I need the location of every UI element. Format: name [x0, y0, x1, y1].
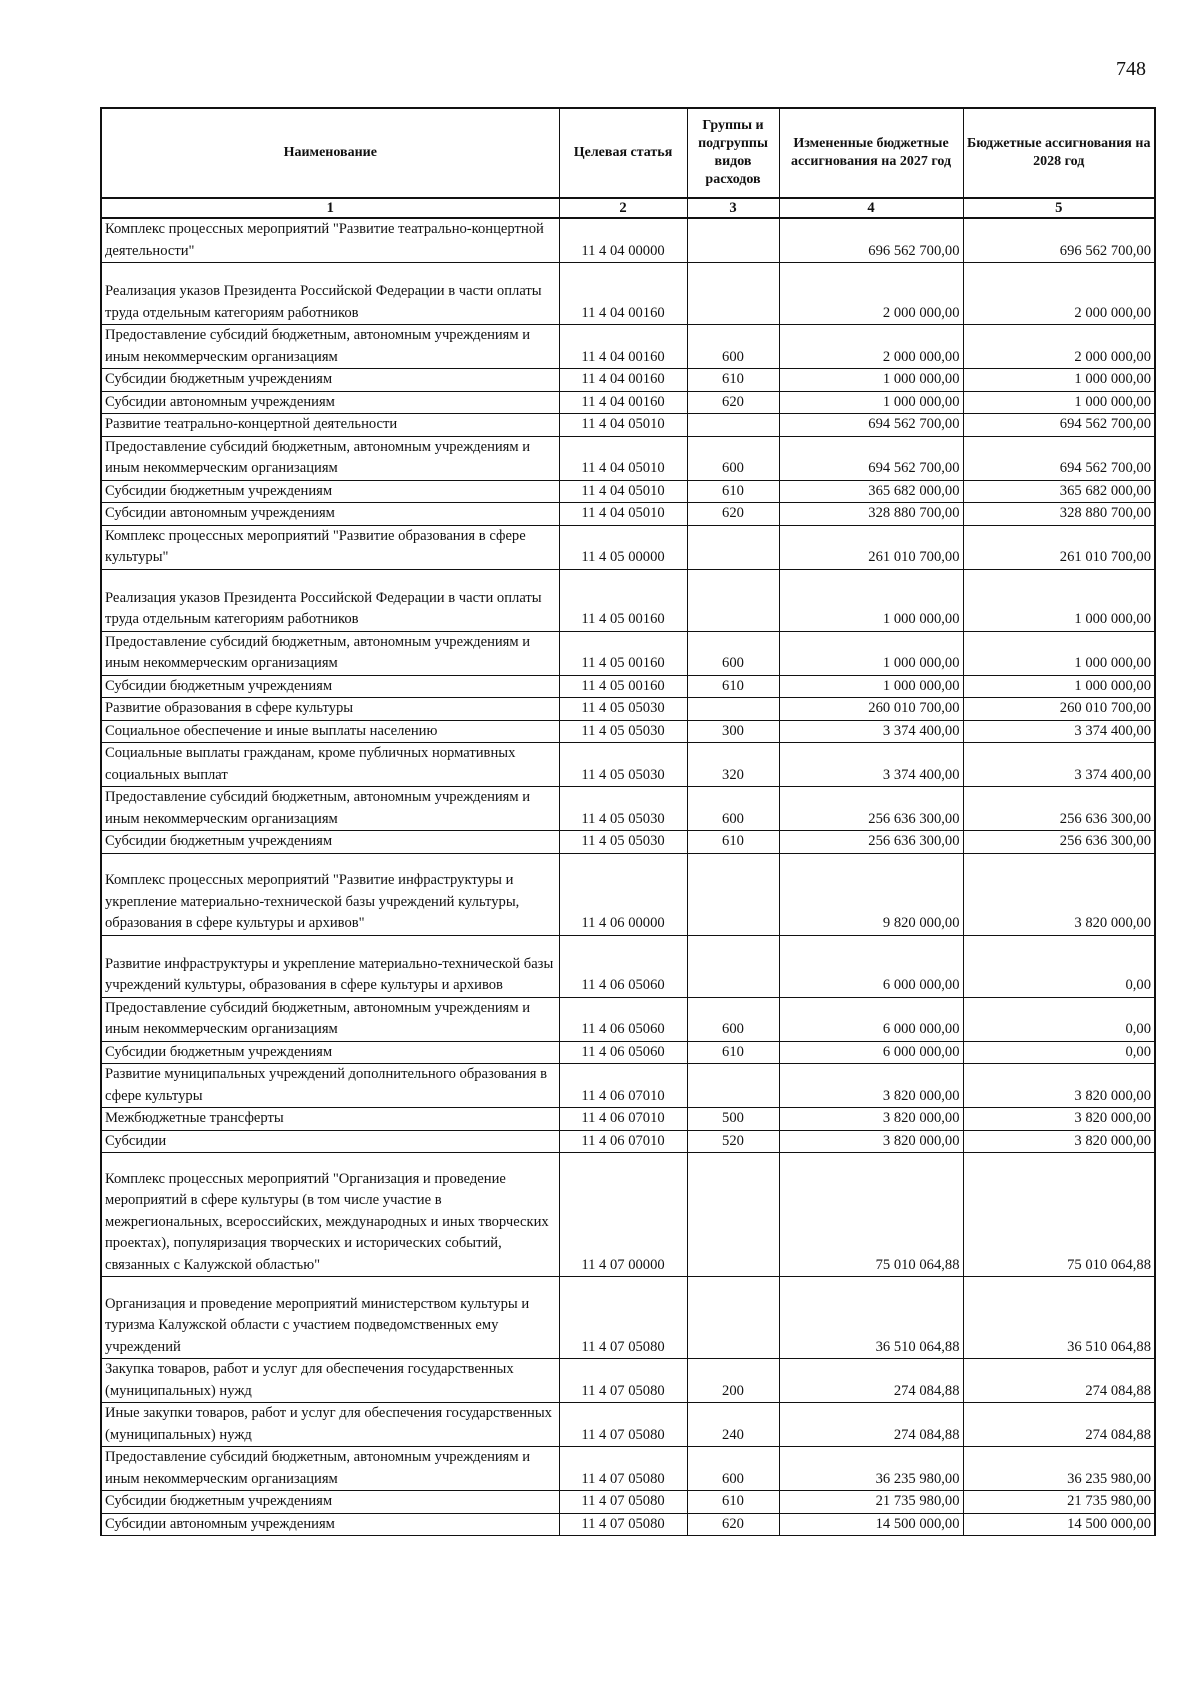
- row-target-article: 11 4 05 00000: [559, 525, 687, 569]
- row-name: Предоставление субсидий бюджетным, автономным учреждениям и иным некоммерческим организациям: [101, 1447, 559, 1491]
- table-row: [101, 1108, 1155, 1131]
- row-name: Субсидии автономным учреждениям: [101, 391, 559, 414]
- row-name: Комплекс процессных мероприятий "Развитие образования в сфере культуры": [101, 525, 559, 569]
- row-name: Субсидии: [101, 1130, 559, 1153]
- row-expense-group: [687, 414, 779, 437]
- row-amount-2028: 328 880 700,00: [963, 503, 1155, 526]
- column-number: 3: [687, 198, 779, 218]
- row-expense-group: 600: [687, 1447, 779, 1491]
- row-target-article: 11 4 05 00160: [559, 631, 687, 675]
- row-expense-group: [687, 1277, 779, 1359]
- row-name: Развитие муниципальных учреждений дополнительного образования в сфере культуры: [101, 1064, 559, 1108]
- row-name: Предоставление субсидий бюджетным, автономным учреждениям и иным некоммерческим организациям: [101, 436, 559, 480]
- row-target-article: 11 4 07 00000: [559, 1153, 687, 1277]
- header-expense-groups: Группы и подгруппы видов расходов: [687, 108, 779, 198]
- row-expense-group: [687, 935, 779, 997]
- row-target-article: 11 4 06 07010: [559, 1064, 687, 1108]
- row-amount-2027: 260 010 700,00: [779, 698, 963, 721]
- row-amount-2028: 256 636 300,00: [963, 787, 1155, 831]
- row-target-article: 11 4 04 00000: [559, 218, 687, 263]
- row-target-article: 11 4 04 00160: [559, 263, 687, 325]
- row-amount-2028: 274 084,88: [963, 1403, 1155, 1447]
- row-amount-2027: 274 084,88: [779, 1403, 963, 1447]
- row-amount-2027: 3 820 000,00: [779, 1130, 963, 1153]
- budget-table: [100, 107, 1156, 1536]
- row-target-article: 11 4 06 05060: [559, 935, 687, 997]
- row-target-article: 11 4 07 05080: [559, 1491, 687, 1514]
- row-expense-group: [687, 218, 779, 263]
- column-number: 4: [779, 198, 963, 218]
- row-target-article: 11 4 04 00160: [559, 369, 687, 392]
- row-amount-2027: 694 562 700,00: [779, 436, 963, 480]
- row-amount-2028: 0,00: [963, 997, 1155, 1041]
- table-row: [101, 325, 1155, 369]
- row-expense-group: [687, 569, 779, 631]
- row-amount-2027: 1 000 000,00: [779, 391, 963, 414]
- row-amount-2027: 1 000 000,00: [779, 369, 963, 392]
- row-target-article: 11 4 04 05010: [559, 436, 687, 480]
- row-amount-2027: 1 000 000,00: [779, 675, 963, 698]
- row-target-article: 11 4 05 00160: [559, 675, 687, 698]
- row-name: Предоставление субсидий бюджетным, автономным учреждениям и иным некоммерческим организациям: [101, 631, 559, 675]
- row-amount-2027: 1 000 000,00: [779, 631, 963, 675]
- row-target-article: 11 4 05 05030: [559, 787, 687, 831]
- row-amount-2027: 3 820 000,00: [779, 1108, 963, 1131]
- row-amount-2027: 261 010 700,00: [779, 525, 963, 569]
- row-target-article: 11 4 04 05010: [559, 480, 687, 503]
- row-amount-2028: 1 000 000,00: [963, 391, 1155, 414]
- row-target-article: 11 4 06 00000: [559, 853, 687, 935]
- row-target-article: 11 4 04 05010: [559, 414, 687, 437]
- row-amount-2028: 3 820 000,00: [963, 1130, 1155, 1153]
- row-expense-group: 620: [687, 1513, 779, 1536]
- row-amount-2027: 365 682 000,00: [779, 480, 963, 503]
- row-amount-2028: 256 636 300,00: [963, 831, 1155, 854]
- row-amount-2028: 3 820 000,00: [963, 1064, 1155, 1108]
- row-name: Субсидии автономным учреждениям: [101, 503, 559, 526]
- table-row: [101, 831, 1155, 854]
- row-name: Социальные выплаты гражданам, кроме публичных нормативных социальных выплат: [101, 743, 559, 787]
- row-amount-2027: 696 562 700,00: [779, 218, 963, 263]
- row-target-article: 11 4 06 05060: [559, 1041, 687, 1064]
- row-name: Развитие инфраструктуры и укрепление материально-технической базы учреждений культуры, образования в сфере культуры и архивов: [101, 935, 559, 997]
- table-row: [101, 720, 1155, 743]
- row-expense-group: 600: [687, 436, 779, 480]
- row-target-article: 11 4 07 05080: [559, 1447, 687, 1491]
- table-row: [101, 698, 1155, 721]
- table-row: [101, 1153, 1155, 1277]
- row-amount-2027: 2 000 000,00: [779, 325, 963, 369]
- table-row: [101, 997, 1155, 1041]
- row-amount-2027: 3 374 400,00: [779, 720, 963, 743]
- row-amount-2028: 0,00: [963, 1041, 1155, 1064]
- row-amount-2028: 1 000 000,00: [963, 631, 1155, 675]
- table-row: [101, 1513, 1155, 1536]
- row-target-article: 11 4 06 07010: [559, 1108, 687, 1131]
- row-expense-group: [687, 1153, 779, 1277]
- row-expense-group: 300: [687, 720, 779, 743]
- table-row: [101, 1491, 1155, 1514]
- row-amount-2028: 2 000 000,00: [963, 263, 1155, 325]
- row-expense-group: 610: [687, 480, 779, 503]
- table-row: [101, 503, 1155, 526]
- row-name: Комплекс процессных мероприятий "Организация и проведение мероприятий в сфере культуры (в том числе участие в межрегиональных, всероссийских, международных и иных творческих проектах), популяризация творческих и исторических событий, связанных с Калужской областью": [101, 1153, 559, 1277]
- row-name: Организация и проведение мероприятий министерством культуры и туризма Калужской области с участием подведомственных ему учреждений: [101, 1277, 559, 1359]
- row-target-article: 11 4 06 05060: [559, 997, 687, 1041]
- row-amount-2027: 694 562 700,00: [779, 414, 963, 437]
- row-expense-group: 610: [687, 1491, 779, 1514]
- row-amount-2028: 3 820 000,00: [963, 853, 1155, 935]
- row-amount-2028: 14 500 000,00: [963, 1513, 1155, 1536]
- row-expense-group: 500: [687, 1108, 779, 1131]
- row-amount-2028: 1 000 000,00: [963, 569, 1155, 631]
- row-amount-2027: 36 235 980,00: [779, 1447, 963, 1491]
- row-expense-group: 600: [687, 325, 779, 369]
- row-expense-group: 320: [687, 743, 779, 787]
- row-target-article: 11 4 05 05030: [559, 698, 687, 721]
- row-amount-2027: 1 000 000,00: [779, 569, 963, 631]
- row-name: Комплекс процессных мероприятий "Развитие инфраструктуры и укрепление материально-технической базы учреждений культуры, образования в сфере культуры и архивов": [101, 853, 559, 935]
- row-amount-2028: 36 235 980,00: [963, 1447, 1155, 1491]
- row-target-article: 11 4 05 05030: [559, 743, 687, 787]
- header-amount-2028: Бюджетные ассигнования на 2028 год: [963, 108, 1155, 198]
- row-target-article: 11 4 07 05080: [559, 1403, 687, 1447]
- row-amount-2027: 36 510 064,88: [779, 1277, 963, 1359]
- row-amount-2028: 274 084,88: [963, 1359, 1155, 1403]
- row-amount-2028: 694 562 700,00: [963, 414, 1155, 437]
- row-name: Развитие театрально-концертной деятельности: [101, 414, 559, 437]
- row-amount-2028: 365 682 000,00: [963, 480, 1155, 503]
- row-target-article: 11 4 07 05080: [559, 1277, 687, 1359]
- table-row: [101, 1041, 1155, 1064]
- row-expense-group: 600: [687, 631, 779, 675]
- table-row: [101, 631, 1155, 675]
- table-row: [101, 935, 1155, 997]
- row-amount-2027: 2 000 000,00: [779, 263, 963, 325]
- row-name: Межбюджетные трансферты: [101, 1108, 559, 1131]
- row-amount-2028: 3 374 400,00: [963, 743, 1155, 787]
- page-number: 748: [1116, 58, 1146, 80]
- row-amount-2028: 21 735 980,00: [963, 1491, 1155, 1514]
- row-name: Предоставление субсидий бюджетным, автономным учреждениям и иным некоммерческим организациям: [101, 997, 559, 1041]
- row-target-article: 11 4 04 05010: [559, 503, 687, 526]
- table-row: [101, 569, 1155, 631]
- table-row: [101, 263, 1155, 325]
- table-row: [101, 675, 1155, 698]
- row-amount-2027: 9 820 000,00: [779, 853, 963, 935]
- row-name: Субсидии бюджетным учреждениям: [101, 831, 559, 854]
- table-row: [101, 1277, 1155, 1359]
- row-amount-2028: 2 000 000,00: [963, 325, 1155, 369]
- row-amount-2027: 3 374 400,00: [779, 743, 963, 787]
- column-number: 5: [963, 198, 1155, 218]
- row-target-article: 11 4 04 00160: [559, 325, 687, 369]
- row-expense-group: [687, 1064, 779, 1108]
- row-name: Субсидии бюджетным учреждениям: [101, 1491, 559, 1514]
- row-amount-2027: 256 636 300,00: [779, 831, 963, 854]
- row-amount-2027: 274 084,88: [779, 1359, 963, 1403]
- row-name: Предоставление субсидий бюджетным, автономным учреждениям и иным некоммерческим организациям: [101, 325, 559, 369]
- row-amount-2028: 3 820 000,00: [963, 1108, 1155, 1131]
- table-row: [101, 525, 1155, 569]
- row-amount-2027: 75 010 064,88: [779, 1153, 963, 1277]
- row-amount-2027: 3 820 000,00: [779, 1064, 963, 1108]
- table-row: [101, 480, 1155, 503]
- table-row: [101, 1064, 1155, 1108]
- row-amount-2028: 1 000 000,00: [963, 675, 1155, 698]
- table-body: [101, 218, 1155, 1536]
- row-amount-2028: 1 000 000,00: [963, 369, 1155, 392]
- row-amount-2028: 0,00: [963, 935, 1155, 997]
- row-expense-group: [687, 525, 779, 569]
- table-row: [101, 1130, 1155, 1153]
- row-amount-2028: 696 562 700,00: [963, 218, 1155, 263]
- row-expense-group: [687, 263, 779, 325]
- table-row: [101, 414, 1155, 437]
- row-amount-2028: 260 010 700,00: [963, 698, 1155, 721]
- table-row: [101, 743, 1155, 787]
- row-expense-group: 240: [687, 1403, 779, 1447]
- row-name: Субсидии бюджетным учреждениям: [101, 675, 559, 698]
- row-amount-2027: 21 735 980,00: [779, 1491, 963, 1514]
- row-name: Социальное обеспечение и иные выплаты населению: [101, 720, 559, 743]
- row-target-article: 11 4 05 05030: [559, 720, 687, 743]
- row-amount-2028: 36 510 064,88: [963, 1277, 1155, 1359]
- row-expense-group: [687, 853, 779, 935]
- table-row: [101, 1403, 1155, 1447]
- column-number: 2: [559, 198, 687, 218]
- row-amount-2027: 14 500 000,00: [779, 1513, 963, 1536]
- row-amount-2027: 328 880 700,00: [779, 503, 963, 526]
- row-target-article: 11 4 05 00160: [559, 569, 687, 631]
- row-name: Реализация указов Президента Российской Федерации в части оплаты труда отдельным категориям работников: [101, 569, 559, 631]
- table-row: [101, 1359, 1155, 1403]
- row-expense-group: [687, 698, 779, 721]
- row-amount-2028: 261 010 700,00: [963, 525, 1155, 569]
- row-expense-group: 610: [687, 831, 779, 854]
- row-amount-2028: 694 562 700,00: [963, 436, 1155, 480]
- row-name: Предоставление субсидий бюджетным, автономным учреждениям и иным некоммерческим организациям: [101, 787, 559, 831]
- row-amount-2027: 6 000 000,00: [779, 997, 963, 1041]
- row-target-article: 11 4 07 05080: [559, 1513, 687, 1536]
- row-expense-group: 610: [687, 369, 779, 392]
- row-expense-group: 610: [687, 1041, 779, 1064]
- row-expense-group: 200: [687, 1359, 779, 1403]
- row-name: Закупка товаров, работ и услуг для обеспечения государственных (муниципальных) нужд: [101, 1359, 559, 1403]
- row-target-article: 11 4 06 07010: [559, 1130, 687, 1153]
- row-expense-group: 600: [687, 997, 779, 1041]
- row-amount-2027: 6 000 000,00: [779, 1041, 963, 1064]
- row-name: Реализация указов Президента Российской Федерации в части оплаты труда отдельным категориям работников: [101, 263, 559, 325]
- column-number: 1: [101, 198, 559, 218]
- row-expense-group: 620: [687, 391, 779, 414]
- row-name: Субсидии бюджетным учреждениям: [101, 1041, 559, 1064]
- row-name: Комплекс процессных мероприятий "Развитие театрально-концертной деятельности": [101, 218, 559, 263]
- row-amount-2027: 256 636 300,00: [779, 787, 963, 831]
- row-target-article: 11 4 05 05030: [559, 831, 687, 854]
- row-amount-2028: 75 010 064,88: [963, 1153, 1155, 1277]
- table-row: [101, 1447, 1155, 1491]
- table-row: [101, 853, 1155, 935]
- row-name: Развитие образования в сфере культуры: [101, 698, 559, 721]
- row-expense-group: 620: [687, 503, 779, 526]
- header-target-article: Целевая статья: [559, 108, 687, 198]
- table-row: [101, 787, 1155, 831]
- row-name: Субсидии бюджетным учреждениям: [101, 480, 559, 503]
- table-row: [101, 436, 1155, 480]
- row-name: Субсидии автономным учреждениям: [101, 1513, 559, 1536]
- row-expense-group: 600: [687, 787, 779, 831]
- row-name: Иные закупки товаров, работ и услуг для обеспечения государственных (муниципальных) нужд: [101, 1403, 559, 1447]
- table-row: [101, 391, 1155, 414]
- row-target-article: 11 4 07 05080: [559, 1359, 687, 1403]
- header-amount-2027: Измененные бюджетные ассигнования на 2027 год: [779, 108, 963, 198]
- header-name: Наименование: [101, 108, 559, 198]
- row-target-article: 11 4 04 00160: [559, 391, 687, 414]
- row-name: Субсидии бюджетным учреждениям: [101, 369, 559, 392]
- table-row: [101, 369, 1155, 392]
- row-amount-2028: 3 374 400,00: [963, 720, 1155, 743]
- row-expense-group: 610: [687, 675, 779, 698]
- row-expense-group: 520: [687, 1130, 779, 1153]
- table-row: [101, 218, 1155, 263]
- row-amount-2027: 6 000 000,00: [779, 935, 963, 997]
